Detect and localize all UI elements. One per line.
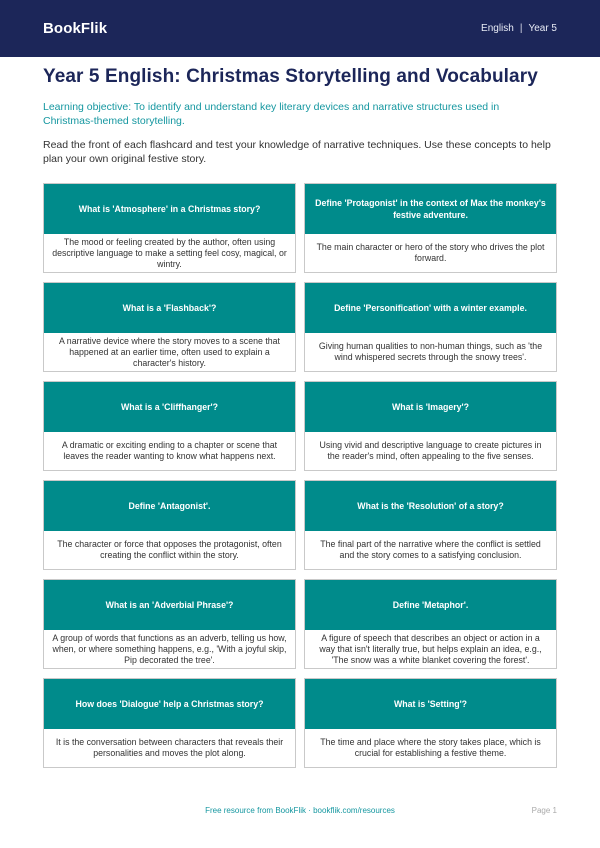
meta-separator: | [519, 23, 523, 34]
page-header [0, 0, 600, 57]
flashcard [43, 678, 296, 768]
footer-credit-link[interactable]: Free resource from BookFlik · bookflik.com/resources [205, 806, 395, 815]
flashcard [43, 381, 296, 471]
flashcard-front: What is 'Setting'? [305, 679, 556, 729]
flashcard-back: Using vivid and descriptive language to create pictures in the reader's mind, often appealing to the five senses. [319, 440, 542, 461]
flashcard-front: What is a 'Cliffhanger'? [44, 382, 295, 432]
flashcard-front: Define 'Personification' with a winter example. [305, 283, 556, 333]
flashcard-front: What is an 'Adverbial Phrase'? [44, 580, 295, 630]
flashcard-back: A narrative device where the story moves to a scene that happened at an earlier time, often used to explain a character's history. [58, 335, 280, 368]
flashcard-front: What is the 'Resolution' of a story? [305, 481, 556, 531]
flashcard [43, 282, 296, 372]
header-meta [481, 23, 557, 34]
flashcard [43, 183, 296, 273]
flashcard-front: What is 'Imagery'? [305, 382, 556, 432]
flashcard-back: Giving human qualities to non-human things, such as 'the wind whispered secrets through the snowy trees'. [318, 341, 543, 362]
intro-text: Read the front of each flashcard and test your knowledge of narrative techniques. Use these concepts to help plan your own original festive story. [43, 139, 551, 165]
flashcard-front: Define 'Antagonist'. [44, 481, 295, 531]
flashcard [304, 183, 557, 273]
flashcard-back: The mood or feeling created by the author, often using descriptive language to make a setting feel cosy, magical, or wintry. [52, 236, 287, 269]
flashcard-back: The character or force that opposes the protagonist, often creating the conflict within the story. [57, 539, 282, 560]
flashcard-back: The time and place where the story takes place, which is crucial for establishing a festive theme. [320, 737, 541, 758]
page-number: Page 1 [531, 806, 557, 815]
flashcard-back: A dramatic or exciting ending to a chapter or scene that leaves the reader wanting to know what happens next. [61, 440, 278, 461]
flashcard [304, 480, 557, 570]
flashcard [304, 282, 557, 372]
page-footer [0, 806, 600, 822]
flashcard-grid [43, 183, 557, 768]
learning-objective: Learning objective: To identify and understand key literary devices and narrative structures used in Christmas-themed storytelling. [43, 101, 500, 127]
flashcard [304, 579, 557, 669]
flashcard-back: The main character or hero of the story who drives the plot forward. [316, 242, 545, 263]
flashcard [43, 579, 296, 669]
flashcard-front: What is 'Atmosphere' in a Christmas story? [44, 184, 295, 234]
page-title: Year 5 English: Christmas Storytelling and Vocabulary [43, 66, 538, 87]
flashcard-back: It is the conversation between characters that reveals their personalities and moves the plot along. [55, 737, 284, 758]
flashcard-front: What is a 'Flashback'? [44, 283, 295, 333]
flashcard [304, 678, 557, 768]
flashcard-front: How does 'Dialogue' help a Christmas story? [44, 679, 295, 729]
flashcard-back: A group of words that functions as an adverb, telling us how, when, or where something happens, e.g., 'With a joyful skip, Pip decorated the tree'. [52, 632, 287, 665]
flashcard-front: Define 'Metaphor'. [305, 580, 556, 630]
flashcard [43, 480, 296, 570]
flashcard-back: A figure of speech that describes an object or action in a way that isn't literally true, but helps explain an idea, e.g., 'The snow was a white blanket covering the forest'. [319, 632, 542, 665]
flashcard-front: Define 'Protagonist' in the context of Max the monkey's festive adventure. [305, 184, 556, 234]
flashcard [304, 381, 557, 471]
flashcard-back: The final part of the narrative where the conflict is settled and the story comes to a satisfying conclusion. [320, 539, 541, 560]
year-label: Year 5 [528, 23, 557, 34]
subject-label: English [481, 23, 514, 34]
brand-logo-text: BookFlik [43, 20, 108, 37]
